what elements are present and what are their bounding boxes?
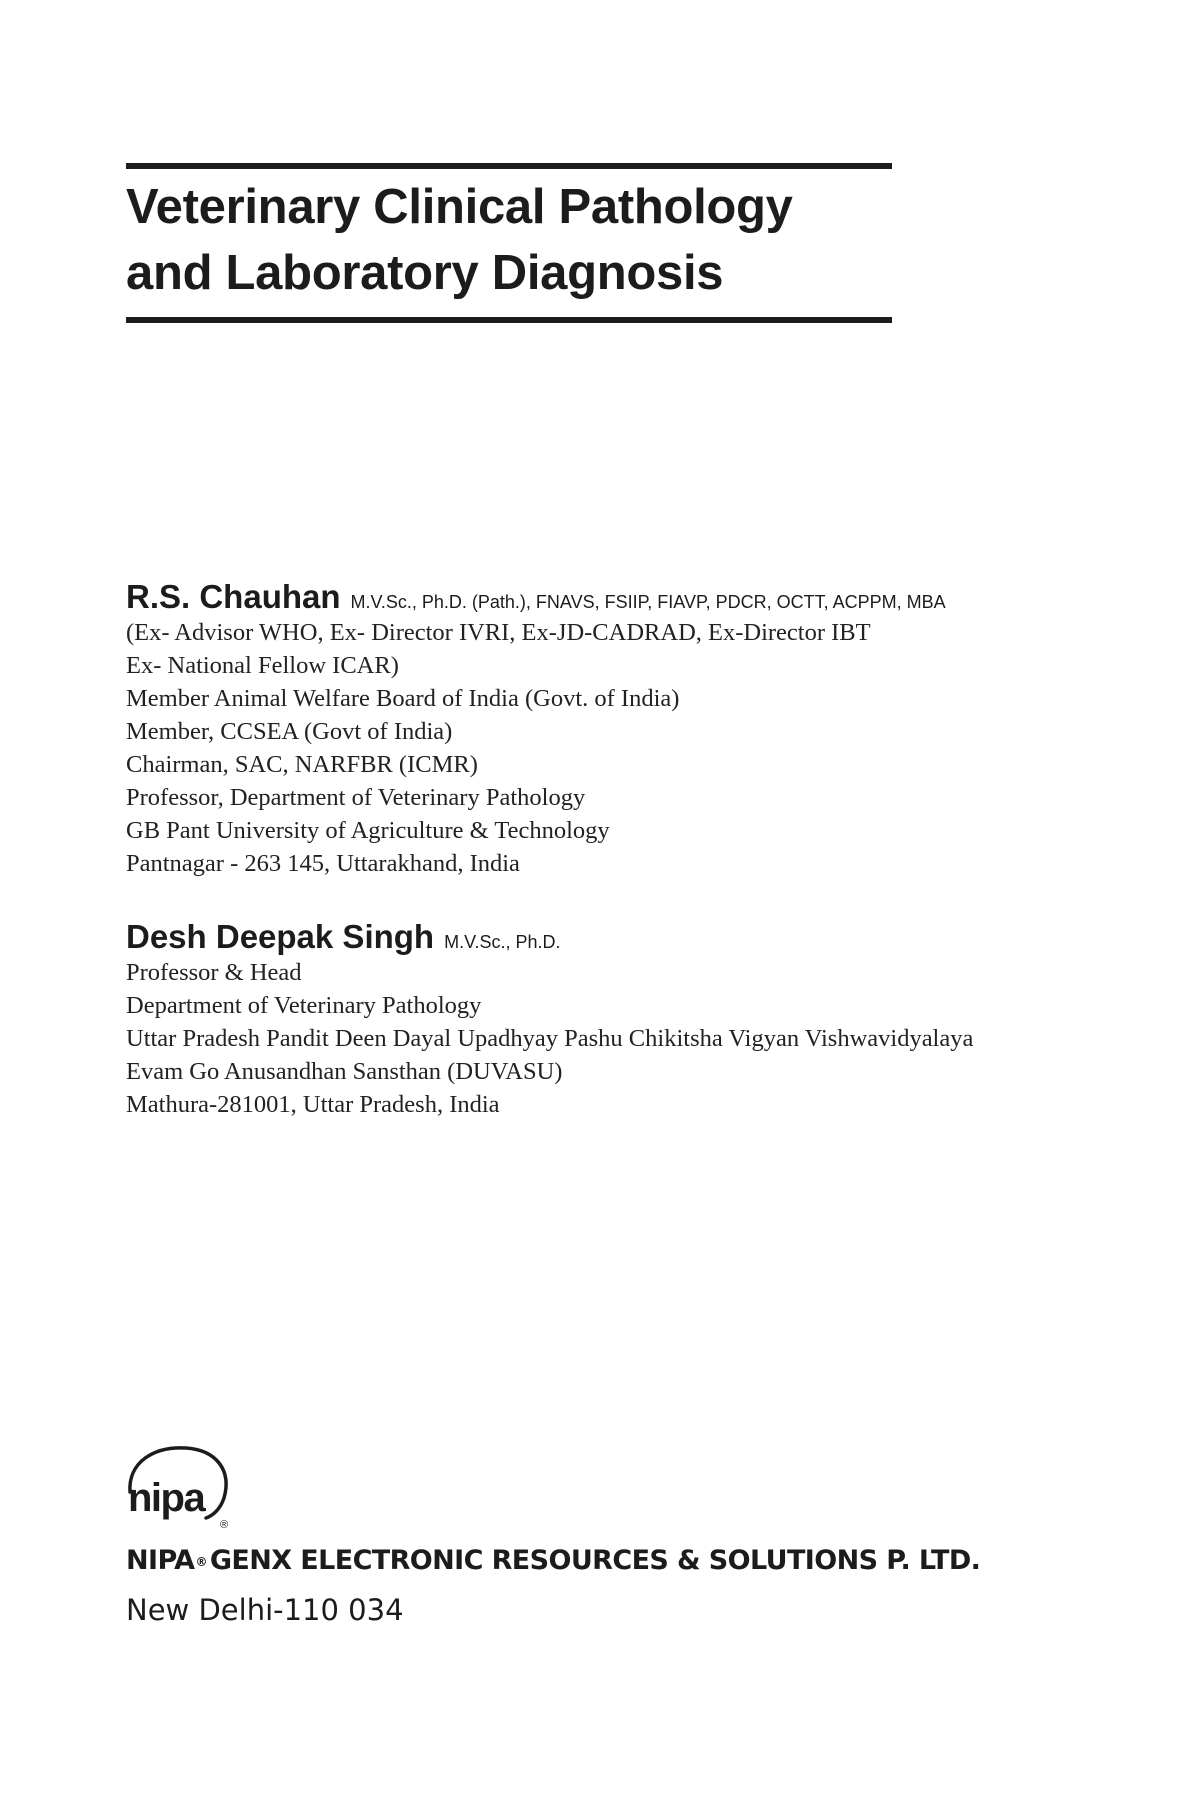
book-title-line-1: Veterinary Clinical Pathology [126, 180, 793, 234]
affiliation-line: Pantnagar - 263 145, Uttarakhand, India [126, 850, 520, 877]
author-qualifications-2: M.V.Sc., Ph.D. [444, 932, 561, 952]
registered-mark: ® [195, 1554, 207, 1569]
logo-registered-mark: ® [220, 1519, 229, 1530]
affiliation-line: GB Pant University of Agriculture & Technology [126, 817, 610, 844]
author-affiliation-2 [126, 956, 1126, 1121]
author-block-1 [126, 578, 1126, 880]
publisher-logo [124, 1440, 236, 1530]
title-top-rule [126, 163, 892, 169]
affiliation-line: Member Animal Welfare Board of India (Govt. of India) [126, 685, 680, 712]
title-bottom-rule [126, 317, 892, 323]
book-title [126, 174, 1026, 306]
author-block-2 [126, 918, 1126, 1121]
affiliation-line: Ex- National Fellow ICAR) [126, 652, 399, 679]
author-affiliation-1 [126, 616, 1126, 880]
author-heading-2 [126, 918, 1126, 956]
author-qualifications-1: M.V.Sc., Ph.D. (Path.), FNAVS, FSIIP, FIAVP, PDCR, OCTT, ACPPM, MBA [350, 592, 946, 612]
publisher-name [126, 1545, 980, 1576]
affiliation-line: Evam Go Anusandhan Sansthan (DUVASU) [126, 1058, 563, 1085]
publisher-name-rest: GENX ELECTRONIC RESOURCES & SOLUTIONS P. LTD. [209, 1545, 981, 1576]
affiliation-line: Chairman, SAC, NARFBR (ICMR) [126, 751, 478, 778]
author-heading-1 [126, 578, 1126, 616]
affiliation-line: Member, CCSEA (Govt of India) [126, 718, 453, 745]
affiliation-line: Professor, Department of Veterinary Pathology [126, 784, 586, 811]
affiliation-line: (Ex- Advisor WHO, Ex- Director IVRI, Ex-JD-CADRAD, Ex-Director IBT [126, 619, 871, 646]
book-title-line-2: and Laboratory Diagnosis [126, 246, 724, 300]
affiliation-line: Department of Veterinary Pathology [126, 992, 482, 1019]
author-name-2: Desh Deepak Singh [126, 918, 435, 955]
affiliation-line: Mathura-281001, Uttar Pradesh, India [126, 1091, 500, 1118]
author-name-1: R.S. Chauhan [126, 578, 341, 615]
affiliation-line: Uttar Pradesh Pandit Deen Dayal Upadhyay Pashu Chikitsha Vigyan Vishwavidyalaya [126, 1025, 974, 1052]
publisher-city: New Delhi-110 034 [126, 1593, 404, 1627]
publisher-name-prefix: NIPA [126, 1545, 195, 1576]
affiliation-line: Professor & Head [126, 959, 302, 986]
logo-wordmark: nipa [128, 1476, 205, 1520]
